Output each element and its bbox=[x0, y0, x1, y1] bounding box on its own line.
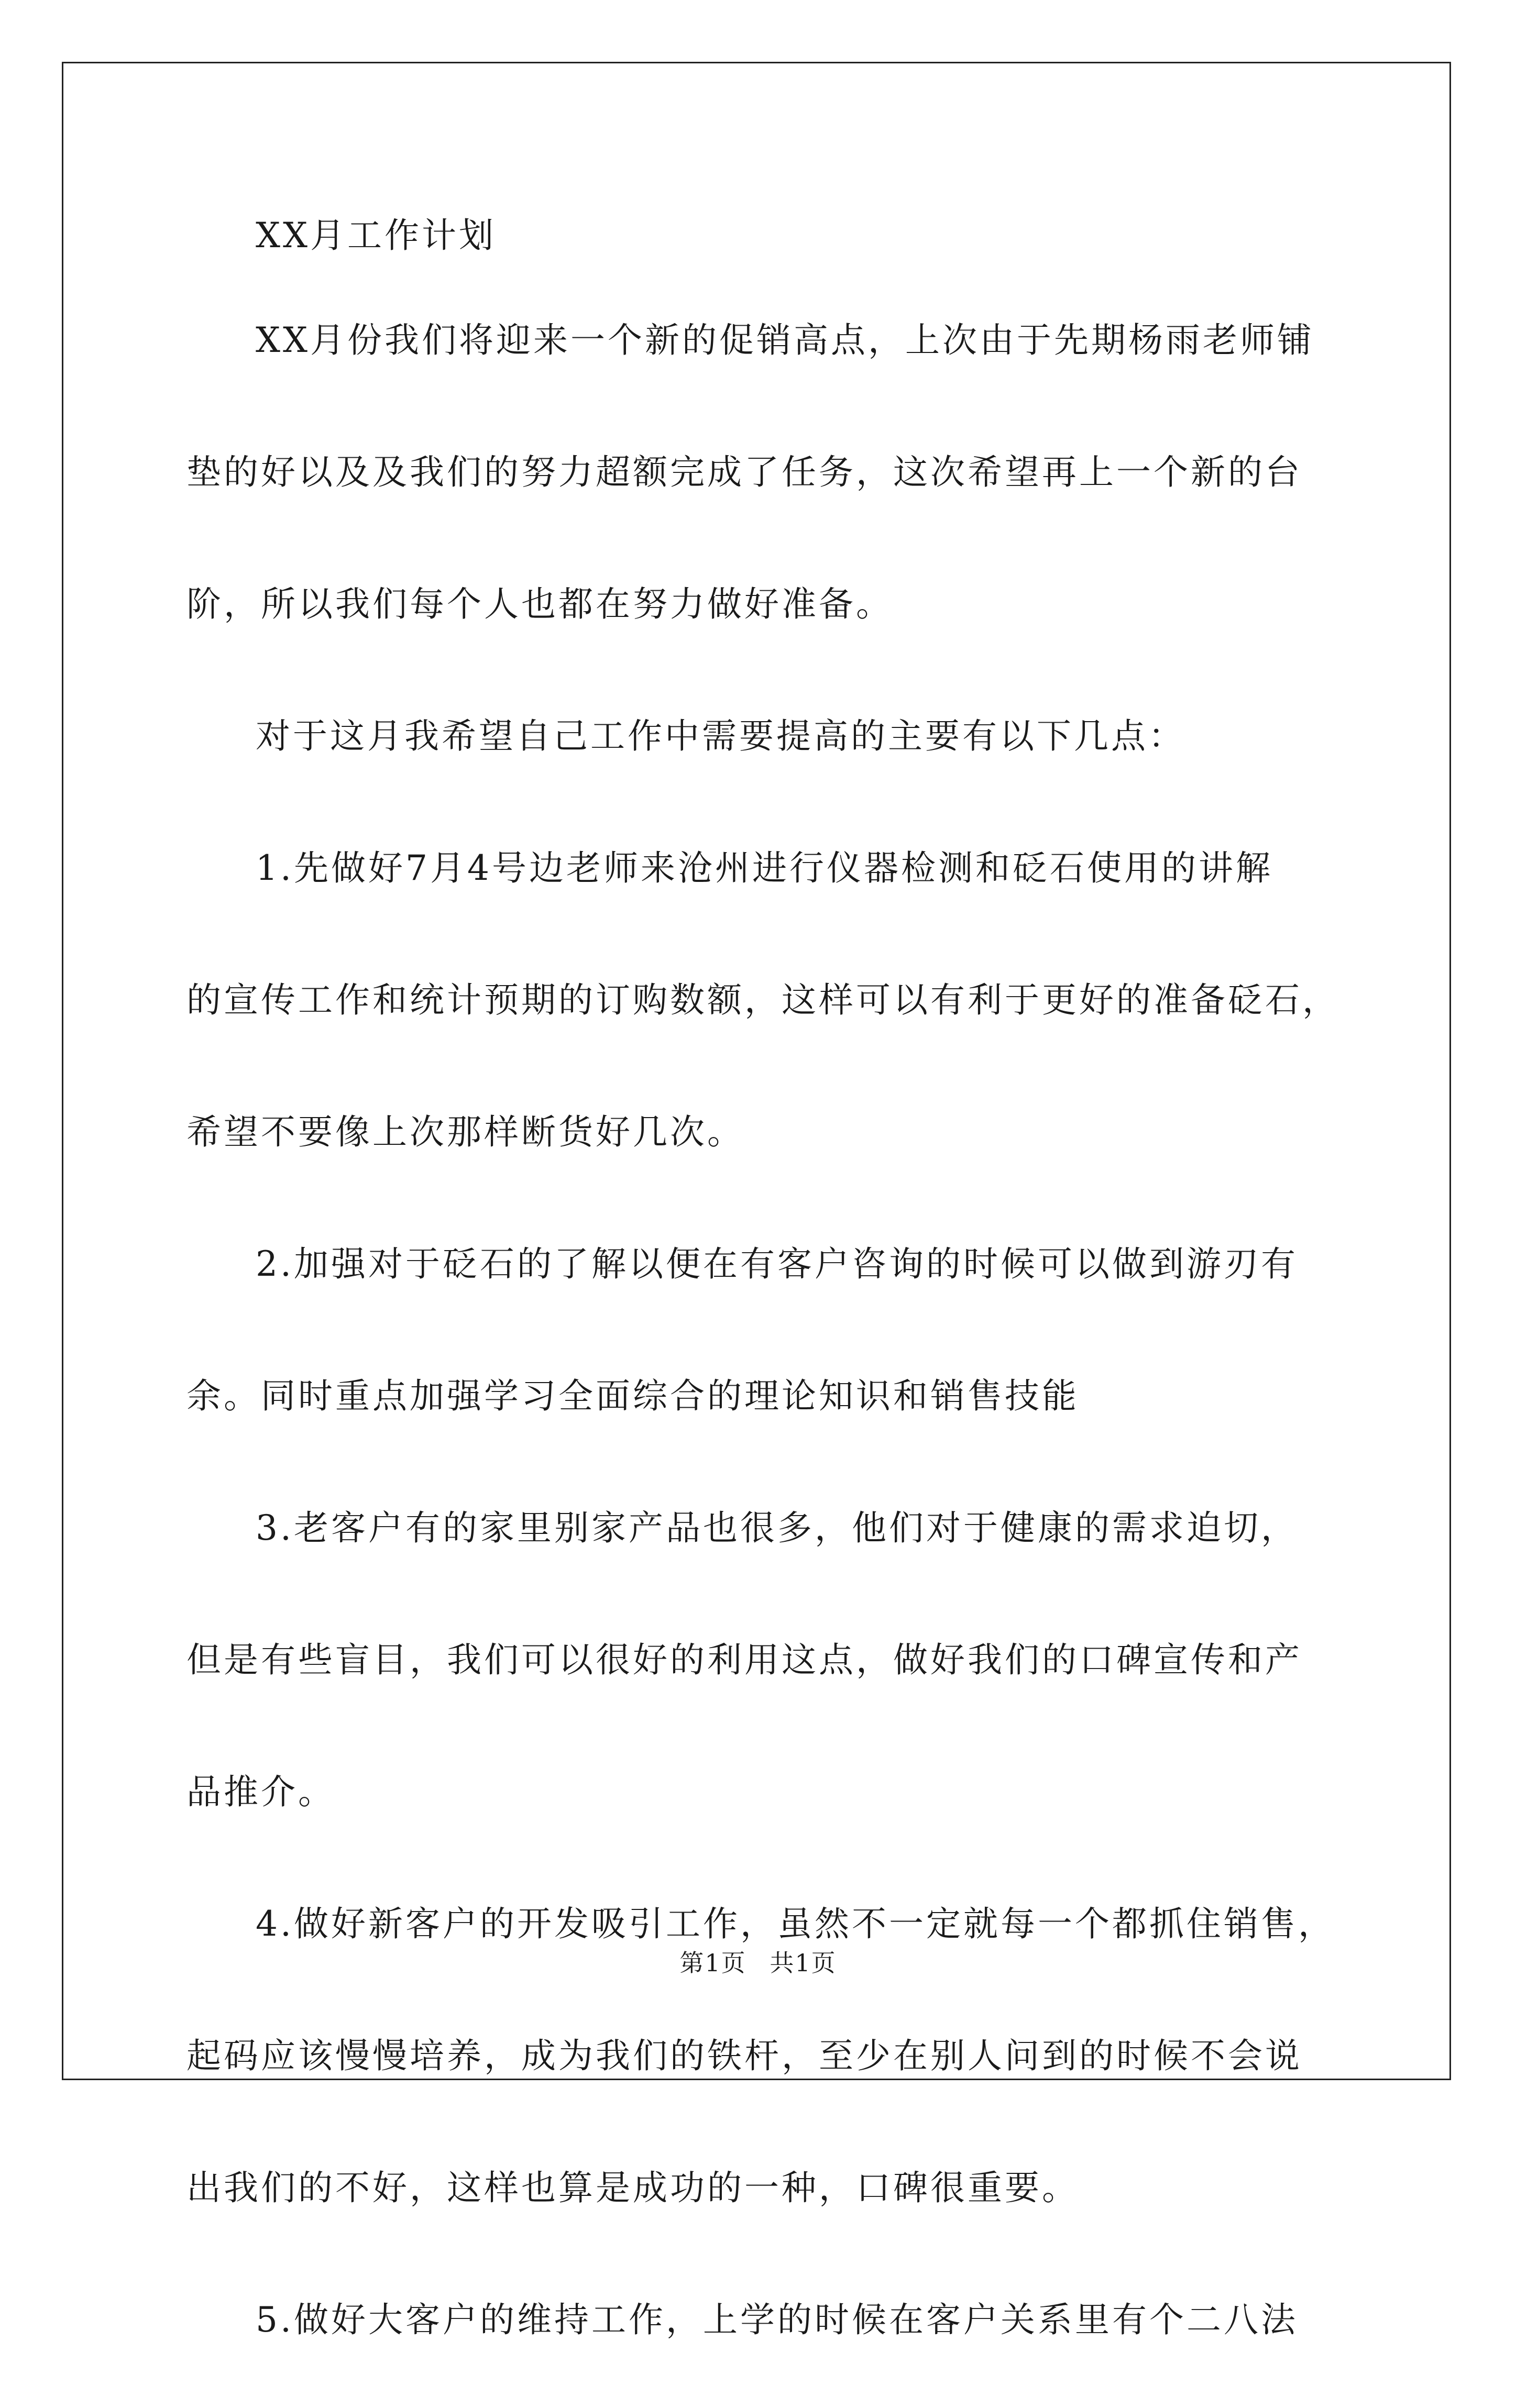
title-text: XX月工作计划 bbox=[256, 215, 496, 256]
document-title bbox=[186, 192, 1334, 296]
document-body bbox=[186, 192, 1339, 2408]
paragraph-line: 品推介。 bbox=[186, 1772, 335, 1812]
paragraph-intro bbox=[186, 296, 1334, 692]
paragraph-item-3 bbox=[186, 1484, 1334, 1880]
paragraph-line: 余。同时重点加强学习全面综合的理论知识和销售技能 bbox=[186, 1376, 1079, 1416]
page-number: 第1页 bbox=[679, 1949, 746, 1977]
paragraph-line: 5.做好大客户的维持工作，上学的时候在客户关系里有个二八法 bbox=[256, 2300, 1298, 2340]
paragraph-line: 出我们的不好，这样也算是成功的一种，口碑很重要。 bbox=[186, 2168, 1079, 2208]
page-total: 共1页 bbox=[770, 1949, 837, 1977]
paragraph-item-4 bbox=[186, 1880, 1334, 2276]
paragraph-line: 希望不要像上次那样断货好几次。 bbox=[186, 1112, 744, 1152]
paragraph-line: 3.老客户有的家里别家产品也很多，他们对于健康的需求迫切， bbox=[256, 1508, 1298, 1548]
paragraph-item-1 bbox=[186, 824, 1339, 1220]
paragraph-line: 的宣传工作和统计预期的订购数额，这样可以有利于更好的准备砭石， bbox=[186, 980, 1339, 1020]
paragraph-item-5 bbox=[186, 2276, 1334, 2408]
paragraph-line: 对于这月我希望自己工作中需要提高的主要有以下几点： bbox=[256, 716, 1185, 756]
paragraph-line: 起码应该慢慢培养，成为我们的铁杆，至少在别人问到的时候不会说 bbox=[186, 2036, 1302, 2076]
paragraph-goals-heading bbox=[186, 692, 1334, 824]
paragraph-line: XX月份我们将迎来一个新的促销高点，上次由于先期杨雨老师铺 bbox=[256, 320, 1314, 360]
paragraph-item-2 bbox=[186, 1220, 1334, 1484]
paragraph-line: 阶，所以我们每个人也都在努力做好准备。 bbox=[186, 584, 893, 624]
paragraph-line: 2.加强对于砭石的了解以便在有客户咨询的时候可以做到游刃有 bbox=[256, 1244, 1298, 1284]
paragraph-line: 4.做好新客户的开发吸引工作，虽然不一定就每一个都抓住销售， bbox=[256, 1904, 1335, 1944]
page-footer bbox=[0, 1944, 1516, 1979]
paragraph-line: 但是有些盲目，我们可以很好的利用这点，做好我们的口碑宣传和产 bbox=[186, 1640, 1302, 1680]
paragraph-line: 垫的好以及及我们的努力超额完成了任务，这次希望再上一个新的台 bbox=[186, 452, 1302, 492]
paragraph-line: 1.先做好7月4号边老师来沧州进行仪器检测和砭石使用的讲解 bbox=[256, 848, 1273, 888]
